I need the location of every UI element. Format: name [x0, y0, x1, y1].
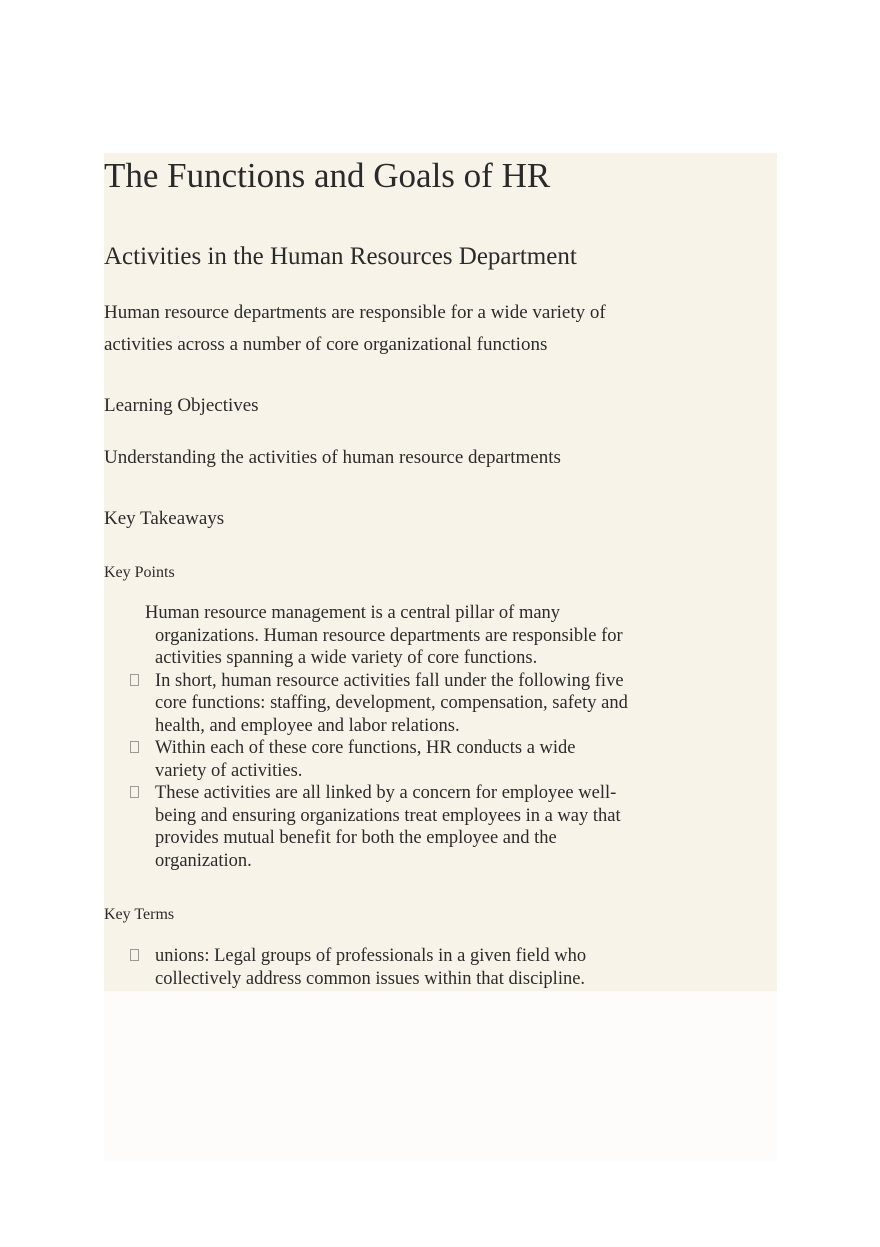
bullet-icon — [130, 674, 139, 686]
list-item — [130, 782, 650, 872]
bullet-icon — [130, 786, 139, 798]
list-item-text: In short, human resource activities fall under the following five core functions: staffing, development, compensation, safety and health, and employee and labor relations. — [155, 670, 628, 736]
list-item-text: Human resource management is a central pillar of many organizations. Human resource departments are responsible for activities spanning a wide variety of core functions. — [145, 603, 623, 668]
key-points-list — [130, 602, 660, 872]
bullet-icon — [130, 949, 139, 961]
list-item — [130, 737, 625, 782]
list-item — [130, 945, 635, 990]
intro-paragraph — [104, 297, 606, 361]
learning-objectives-heading: Learning Objectives — [104, 395, 259, 416]
lower-background — [104, 991, 777, 1161]
list-item-text: These activities are all linked by a concern for employee well-being and ensuring organizations treat employees in a way that provides mutual benefit for both the employee and the organization. — [155, 783, 621, 871]
page-title: The Functions and Goals of HR — [104, 156, 551, 195]
intro-line: activities across a number of core organizational functions — [104, 334, 548, 355]
key-terms-heading: Key Terms — [104, 906, 175, 923]
list-item-text: Within each of these core functions, HR conducts a wide variety of activities. — [155, 738, 576, 781]
key-terms-list — [130, 945, 630, 990]
key-takeaways-heading: Key Takeaways — [104, 508, 225, 529]
learning-objectives-text: Understanding the activities of human resource departments — [104, 447, 561, 468]
list-item — [130, 602, 625, 670]
intro-line: Human resource departments are responsible for a wide variety of — [104, 302, 606, 323]
bullet-icon — [130, 741, 139, 753]
list-item-text: unions: Legal groups of professionals in a given field who collectively address common issues within that discipline. — [155, 946, 587, 989]
section-title: Activities in the Human Resources Department — [104, 243, 577, 270]
key-points-heading: Key Points — [104, 564, 175, 581]
list-item — [130, 670, 655, 738]
